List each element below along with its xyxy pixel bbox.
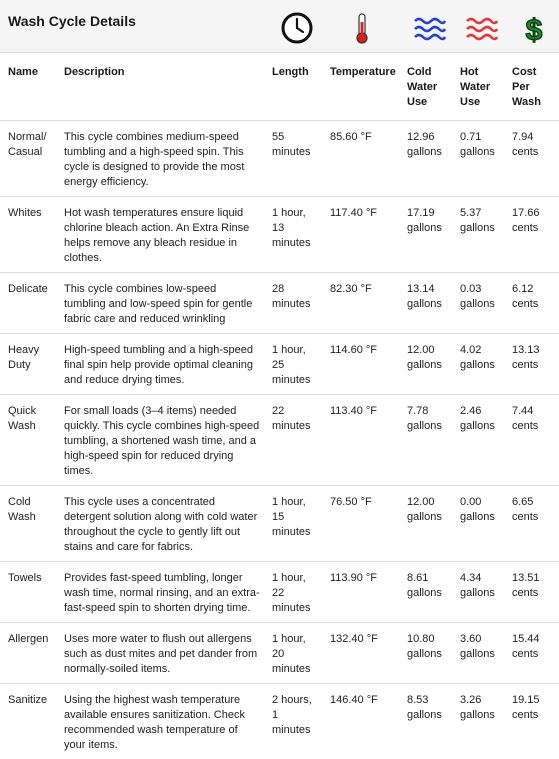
cell-temperature: 113.90 °F — [322, 562, 399, 623]
dollar-icon — [516, 10, 552, 46]
cell-description: High-speed tumbling and a high-speed final spin help provide optimal cleaning and reduce drying times. — [56, 334, 264, 395]
cell-description: For small loads (3–4 items) needed quickly. This cycle combines high-speed tumbling, a shortened wash time, and a high-speed spin for reduced drying times. — [56, 395, 264, 486]
cell-name: Normal/ Casual — [0, 121, 56, 197]
table-row — [0, 121, 559, 197]
column-header-cold-water-use: Cold Water Use — [399, 53, 452, 121]
cell-cold-water: 8.61 gallons — [399, 562, 452, 623]
cell-cold-water: 12.96 gallons — [399, 121, 452, 197]
cell-length: 1 hour, 13 minutes — [264, 197, 322, 273]
cell-cold-water: 10.80 gallons — [399, 623, 452, 684]
cell-name: Whites — [0, 197, 56, 273]
cell-description: Uses more water to flush out allergens such as dust mites and pet dander from normally-soiled items. — [56, 623, 264, 684]
cell-length: 22 minutes — [264, 395, 322, 486]
table-row — [0, 562, 559, 623]
hot-water-icon — [463, 10, 499, 46]
cell-hot-water: 4.34 gallons — [452, 562, 504, 623]
column-header-cost-per-wash: Cost Per Wash — [504, 53, 559, 121]
header-bar — [0, 0, 559, 53]
cell-cost: 6.12 cents — [504, 273, 559, 334]
cell-name: Sanitize — [0, 684, 56, 759]
table-row — [0, 334, 559, 395]
svg-text:$: $ — [526, 14, 543, 46]
column-header-hot-water-use: Hot Water Use — [452, 53, 504, 121]
cell-cost: 19.15 cents — [504, 684, 559, 759]
table-row — [0, 395, 559, 486]
cell-description: Hot wash temperatures ensure liquid chlorine bleach action. An Extra Rinse helps remove any bleach residue in clothes. — [56, 197, 264, 273]
cell-length: 2 hours, 1 minutes — [264, 684, 322, 759]
cell-name: Heavy Duty — [0, 334, 56, 395]
cell-name: Cold Wash — [0, 486, 56, 562]
cell-hot-water: 2.46 gallons — [452, 395, 504, 486]
cell-temperature: 146.40 °F — [322, 684, 399, 759]
cell-description: Using the highest wash temperature available ensures sanitization. Check recommended wash temperature of your items. — [56, 684, 264, 759]
page-title: Wash Cycle Details — [8, 13, 136, 29]
cell-temperature: 117.40 °F — [322, 197, 399, 273]
cell-length: 1 hour, 15 minutes — [264, 486, 322, 562]
cell-hot-water: 4.02 gallons — [452, 334, 504, 395]
cell-cost: 13.13 cents — [504, 334, 559, 395]
cell-length: 28 minutes — [264, 273, 322, 334]
column-header-name: Name — [0, 53, 56, 121]
cell-name: Towels — [0, 562, 56, 623]
cold-water-icon — [411, 10, 447, 46]
cell-cost: 6.65 cents — [504, 486, 559, 562]
table-row — [0, 623, 559, 684]
cell-name: Allergen — [0, 623, 56, 684]
cell-length: 1 hour, 22 minutes — [264, 562, 322, 623]
cell-cold-water: 13.14 gallons — [399, 273, 452, 334]
cell-cold-water: 8.53 gallons — [399, 684, 452, 759]
table-row — [0, 684, 559, 759]
clock-icon — [279, 10, 315, 46]
cell-temperature: 113.40 °F — [322, 395, 399, 486]
cell-hot-water: 3.26 gallons — [452, 684, 504, 759]
cell-name: Quick Wash — [0, 395, 56, 486]
cell-temperature: 114.60 °F — [322, 334, 399, 395]
cell-hot-water: 0.00 gallons — [452, 486, 504, 562]
cell-temperature: 76.50 °F — [322, 486, 399, 562]
cell-length: 55 minutes — [264, 121, 322, 197]
cell-cold-water: 7.78 gallons — [399, 395, 452, 486]
cell-description: This cycle combines medium-speed tumbling and a high-speed spin. This cycle is designed to provide the most energy efficiency. — [56, 121, 264, 197]
cell-cost: 7.44 cents — [504, 395, 559, 486]
cell-cold-water: 12.00 gallons — [399, 486, 452, 562]
thermometer-icon — [344, 10, 380, 46]
cell-cold-water: 17.19 gallons — [399, 197, 452, 273]
cell-cost: 17.66 cents — [504, 197, 559, 273]
table-header-row — [0, 53, 559, 121]
cell-description: Provides fast-speed tumbling, longer wash time, normal rinsing, and an extra-fast-speed spin to shorten drying time. — [56, 562, 264, 623]
cell-description: This cycle uses a concentrated detergent solution along with cold water throughout the cycle to gently lift out stains and care for fabrics. — [56, 486, 264, 562]
cell-cost: 7.94 cents — [504, 121, 559, 197]
cell-length: 1 hour, 20 minutes — [264, 623, 322, 684]
cell-cold-water: 12.00 gallons — [399, 334, 452, 395]
column-header-temperature: Temperature — [322, 53, 399, 121]
column-header-length: Length — [264, 53, 322, 121]
cell-hot-water: 3.60 gallons — [452, 623, 504, 684]
cell-cost: 13.51 cents — [504, 562, 559, 623]
cell-name: Delicate — [0, 273, 56, 334]
cell-cost: 15.44 cents — [504, 623, 559, 684]
cell-hot-water: 0.71 gallons — [452, 121, 504, 197]
cell-hot-water: 5.37 gallons — [452, 197, 504, 273]
cell-temperature: 132.40 °F — [322, 623, 399, 684]
cell-description: This cycle combines low-speed tumbling and low-speed spin for gentle fabric care and reduced wrinkling — [56, 273, 264, 334]
cell-temperature: 82.30 °F — [322, 273, 399, 334]
cell-hot-water: 0.03 gallons — [452, 273, 504, 334]
table-row — [0, 273, 559, 334]
cell-length: 1 hour, 25 minutes — [264, 334, 322, 395]
wash-cycle-table — [0, 53, 559, 759]
table-row — [0, 486, 559, 562]
cell-temperature: 85.60 °F — [322, 121, 399, 197]
column-header-description: Description — [56, 53, 264, 121]
table-row — [0, 197, 559, 273]
